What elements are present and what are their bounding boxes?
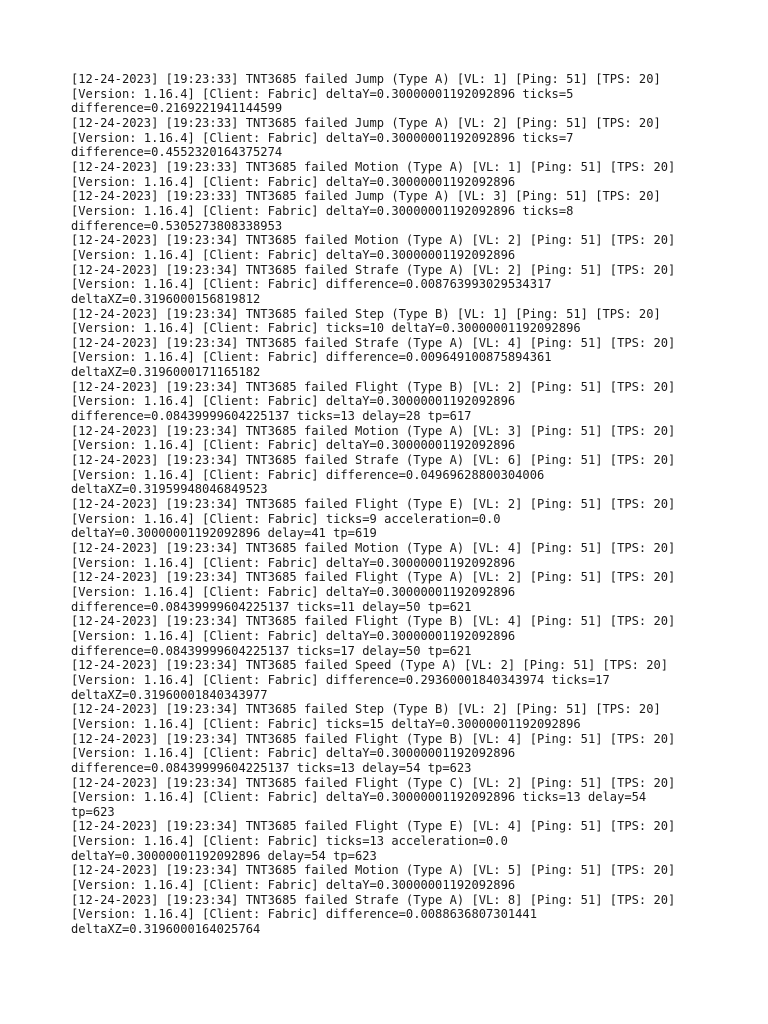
log-entry: [12-24-2023] [19:23:33] TNT3685 failed Jump (Type A) [VL: 2] [Ping: 51] [TPS: 20] [Version: 1.16.4] [Client: Fabric] deltaY=0.30000001192092896 ticks=7 difference=0.4552320164375274: [71, 115, 661, 160]
log-entry: [12-24-2023] [19:23:34] TNT3685 failed Motion (Type A) [VL: 3] [Ping: 51] [TPS: 20] [Version: 1.16.4] [Client: Fabric] deltaY=0.30000001192092896: [71, 423, 676, 453]
log-entry: [12-24-2023] [19:23:34] TNT3685 failed Strafe (Type A) [VL: 6] [Ping: 51] [TPS: 20] [Version: 1.16.4] [Client: Fabric] difference=0.04969628800304006 deltaXZ=0.31959948046849523: [71, 453, 676, 497]
log-entry: [12-24-2023] [19:23:33] TNT3685 failed Jump (Type A) [VL: 1] [Ping: 51] [TPS: 20] [Version: 1.16.4] [Client: Fabric] deltaY=0.30000001192092896 ticks=5 difference=0.2169221941144599: [71, 72, 661, 116]
log-entry: [12-24-2023] [19:23:34] TNT3685 failed Strafe (Type A) [VL: 2] [Ping: 51] [TPS: 20] [Version: 1.16.4] [Client: Fabric] difference=0.008763993029534317 deltaXZ=0.3196000156819812: [71, 262, 676, 306]
log-entry: [12-24-2023] [19:23:34] TNT3685 failed Flight (Type E) [VL: 4] [Ping: 51] [TPS: 20] [Version: 1.16.4] [Client: Fabric] ticks=13 acceleration=0.0 deltaY=0.30000001192092896 delay=54 tp=623: [71, 819, 676, 863]
log-entry: [12-24-2023] [19:23:34] TNT3685 failed Flight (Type E) [VL: 2] [Ping: 51] [TPS: 20] [Version: 1.16.4] [Client: Fabric] ticks=9 acceleration=0.0 deltaY=0.30000001192092896 delay=41 tp=619: [71, 497, 676, 541]
log-entry: [12-24-2023] [19:23:34] TNT3685 failed Speed (Type A) [VL: 2] [Ping: 51] [TPS: 20] [Version: 1.16.4] [Client: Fabric] difference=0.29360001840343974 ticks=17 deltaXZ=0.31960001840343977: [71, 658, 669, 702]
log-entry: [12-24-2023] [19:23:34] TNT3685 failed Flight (Type A) [VL: 2] [Ping: 51] [TPS: 20] [Version: 1.16.4] [Client: Fabric] deltaY=0.30000001192092896 difference=0.08439999604225137 ticks=11 delay=50 tp=621: [71, 570, 676, 614]
log-entry: [12-24-2023] [19:23:34] TNT3685 failed Flight (Type B) [VL: 4] [Ping: 51] [TPS: 20] [Version: 1.16.4] [Client: Fabric] deltaY=0.30000001192092896 difference=0.08439999604225137 ticks=13 delay=54 tp=623: [71, 731, 676, 775]
log-entry: [12-24-2023] [19:23:34] TNT3685 failed Motion (Type A) [VL: 4] [Ping: 51] [TPS: 20] [Version: 1.16.4] [Client: Fabric] deltaY=0.30000001192092896: [71, 541, 676, 570]
log-entry: [12-24-2023] [19:23:34] TNT3685 failed Strafe (Type A) [VL: 8] [Ping: 51] [TPS: 20] [Version: 1.16.4] [Client: Fabric] difference=0.0088636807301441 deltaXZ=0.3196000164025764: [71, 892, 676, 937]
log-entry: [12-24-2023] [19:23:33] TNT3685 failed Motion (Type A) [VL: 1] [Ping: 51] [TPS: 20] [Version: 1.16.4] [Client: Fabric] deltaY=0.30000001192092896: [71, 159, 676, 189]
log-entry: [12-24-2023] [19:23:34] TNT3685 failed Step (Type B) [VL: 1] [Ping: 51] [TPS: 20] [Version: 1.16.4] [Client: Fabric] ticks=10 deltaY=0.30000001192092896: [71, 306, 661, 336]
log-entry: [12-24-2023] [19:23:33] TNT3685 failed Jump (Type A) [VL: 3] [Ping: 51] [TPS: 20] [Version: 1.16.4] [Client: Fabric] deltaY=0.30000001192092896 ticks=8 difference=0.5305273808338953: [71, 189, 661, 233]
log-document: [71, 72, 711, 937]
log-entry: [12-24-2023] [19:23:34] TNT3685 failed Step (Type B) [VL: 2] [Ping: 51] [TPS: 20] [Version: 1.16.4] [Client: Fabric] ticks=15 deltaY=0.30000001192092896: [71, 702, 661, 731]
log-entry: [12-24-2023] [19:23:34] TNT3685 failed Flight (Type C) [VL: 2] [Ping: 51] [TPS: 20] [Version: 1.16.4] [Client: Fabric] deltaY=0.30000001192092896 ticks=13 delay=54 tp=623: [71, 775, 676, 819]
log-entry: [12-24-2023] [19:23:34] TNT3685 failed Strafe (Type A) [VL: 4] [Ping: 51] [TPS: 20] [Version: 1.16.4] [Client: Fabric] difference=0.009649100875894361 deltaXZ=0.3196000171165182: [71, 335, 676, 380]
log-entry: [12-24-2023] [19:23:34] TNT3685 failed Flight (Type B) [VL: 4] [Ping: 51] [TPS: 20] [Version: 1.16.4] [Client: Fabric] deltaY=0.30000001192092896 difference=0.08439999604225137 ticks=17 delay=50 tp=621: [71, 614, 676, 658]
log-entry: [12-24-2023] [19:23:34] TNT3685 failed Motion (Type A) [VL: 5] [Ping: 51] [TPS: 20] [Version: 1.16.4] [Client: Fabric] deltaY=0.30000001192092896: [71, 863, 676, 893]
log-entry: [12-24-2023] [19:23:34] TNT3685 failed Motion (Type A) [VL: 2] [Ping: 51] [TPS: 20] [Version: 1.16.4] [Client: Fabric] deltaY=0.30000001192092896: [71, 233, 676, 262]
log-entry: [12-24-2023] [19:23:34] TNT3685 failed Flight (Type B) [VL: 2] [Ping: 51] [TPS: 20] [Version: 1.16.4] [Client: Fabric] deltaY=0.30000001192092896 difference=0.08439999604225137 ticks=13 delay=28 tp=617: [71, 379, 676, 424]
